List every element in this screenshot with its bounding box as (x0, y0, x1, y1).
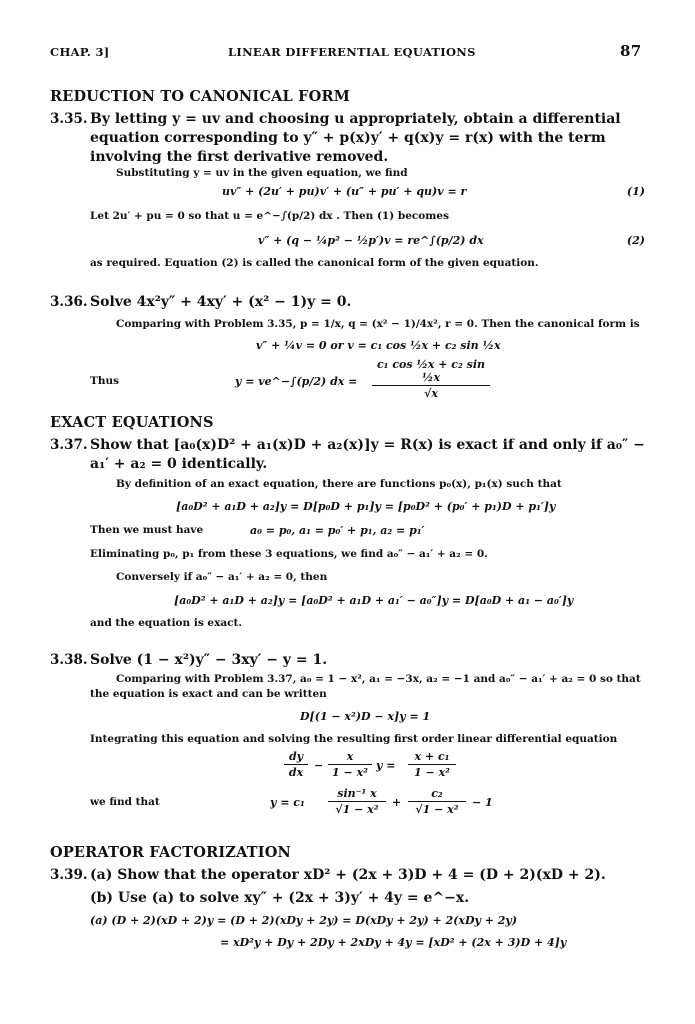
page-number: 87 (620, 42, 642, 60)
fraction-denominator: dx (288, 766, 304, 779)
text-line: the equation is exact and can be written (90, 688, 327, 700)
equation-1: uv″ + (2u′ + pu)v′ + (u″ + pu′ + qu)v = r (222, 185, 467, 198)
text-line: Integrating this equation and solving the resulting first order linear differential equation (90, 733, 618, 745)
section-heading-exact: EXACT EQUATIONS (50, 414, 214, 431)
minus-sign: − (314, 759, 324, 772)
problem-number-3-35: 3.35. (50, 111, 88, 127)
equation: v″ + ¼v = 0 or v = c₁ cos ½x + c₂ sin ½x (256, 339, 501, 352)
problem-statement-3-37: Show that [a₀(x)D² + a₁(x)D + a₂(x)]y = R(x) is exact if and only if a₀″ − a₁′ + a₂ = 0 identically. (90, 437, 645, 472)
fraction-numerator: x + c₁ (408, 750, 456, 765)
fraction-numerator: c₂ (408, 787, 466, 802)
fraction-numerator: x (328, 750, 372, 765)
solution-line: (a) (D + 2)(xD + 2)y = (D + 2)(xDy + 2y) = D(xDy + 2y) + 2(xDy + 2y) (90, 914, 518, 927)
fraction-dy-dx (284, 750, 308, 779)
fraction-denominator: √x (424, 387, 438, 400)
text-line: Eliminating p₀, p₁ from these 3 equations, we find a₀″ − a₁′ + a₂ = 0. (90, 548, 488, 560)
fraction (328, 750, 372, 779)
text-line: Conversely if a₀″ − a₁′ + a₂ = 0, then (116, 571, 328, 583)
equation-tag-2: (2) (626, 234, 645, 247)
equation: y = ve^−∫(p/2) dx = (235, 375, 358, 388)
problem-number-3-38: 3.38. (50, 652, 88, 668)
problem-statement-3-36: Solve 4x²y″ + 4xy′ + (x² − 1)y = 0. (90, 294, 352, 310)
problem-statement-3-39-b: (b) Use (a) to solve xy″ + (2x + 3)y′ + 4y = e^−x. (90, 890, 470, 906)
plus-sign: + (392, 796, 402, 809)
fraction-denominator: √1 − x² (415, 803, 459, 816)
fraction (372, 358, 490, 400)
running-title: LINEAR DIFFERENTIAL EQUATIONS (228, 45, 476, 59)
problem-statement-3-39-a: (a) Show that the operator xD² + (2x + 3)D + 4 = (D + 2)(xD + 2). (90, 867, 606, 883)
fraction (408, 750, 456, 779)
section-heading-reduction: REDUCTION TO CANONICAL FORM (50, 88, 351, 105)
solution-line: = xD²y + Dy + 2Dy + 2xDy + 4y = [xD² + (2x + 3)D + 4]y (220, 936, 567, 949)
chapter-label: CHAP. 3] (50, 45, 110, 59)
text-line: as required. Equation (2) is called the canonical form of the given equation. (90, 257, 539, 269)
equation: [a₀D² + a₁D + a₂]y = [a₀D² + a₁D + a₁′ − a₀″]y = D[a₀D + a₁ − a₀′]y (174, 594, 574, 607)
fraction-numerator: c₁ cos ½x + c₂ sin ½x (372, 358, 490, 386)
equation-2: v″ + (q − ¼p² − ½p′)v = re^∫(p/2) dx (258, 234, 484, 247)
thus-label: Thus (90, 375, 119, 387)
text-line: By definition of an exact equation, there are functions p₀(x), p₁(x) such that (116, 478, 562, 490)
text-line: and the equation is exact. (90, 617, 243, 629)
y-variable: y = (376, 759, 396, 772)
text-line: Comparing with Problem 3.35, p = 1/x, q = (x² − 1)/4x², r = 0. Then the canonical form is (116, 318, 640, 330)
section-heading-operator: OPERATOR FACTORIZATION (50, 844, 292, 861)
problem-number-3-39: 3.39. (50, 867, 88, 883)
problem-number-3-36: 3.36. (50, 294, 88, 310)
fraction-numerator: dy (284, 750, 308, 765)
fraction-numerator: sin⁻¹ x (328, 787, 386, 802)
equation: D[(1 − x²)D − x]y = 1 (300, 710, 431, 723)
text-line: Let 2u′ + pu = 0 so that u = e^−∫(p/2) dx . Then (1) becomes (90, 210, 449, 222)
problem-statement-3-35: By letting y = uv and choosing u appropriately, obtain a differential equation corresponding to y″ + p(x)y′ + q(x)y = r(x) with the term involving the first derivative removed. (90, 111, 621, 165)
problem-number-3-37: 3.37. (50, 437, 88, 453)
equation: y = c₁ (270, 796, 305, 809)
fraction-denominator: √1 − x² (335, 803, 379, 816)
text-line: we find that (90, 796, 160, 808)
fraction-denominator: 1 − x² (414, 766, 450, 779)
minus-one: − 1 (472, 796, 493, 809)
equation: a₀ = p₀, a₁ = p₀′ + p₁, a₂ = p₁′ (250, 524, 425, 537)
fraction (408, 787, 466, 816)
equation: [a₀D² + a₁D + a₂]y = D[p₀D + p₁]y = [p₀D² + (p₀′ + p₁)D + p₁′]y (176, 500, 556, 513)
text-line: Substituting y = uv in the given equation, we find (116, 167, 408, 179)
text-line: Then we must have (90, 524, 204, 536)
fraction (328, 787, 386, 816)
problem-statement-3-38: Solve (1 − x²)y″ − 3xy′ − y = 1. (90, 652, 328, 668)
fraction-denominator: 1 − x² (332, 766, 368, 779)
equation-tag-1: (1) (626, 185, 645, 198)
text-line: Comparing with Problem 3.37, a₀ = 1 − x², a₁ = −3x, a₂ = −1 and a₀″ − a₁′ + a₂ = 0 so that (116, 673, 641, 685)
